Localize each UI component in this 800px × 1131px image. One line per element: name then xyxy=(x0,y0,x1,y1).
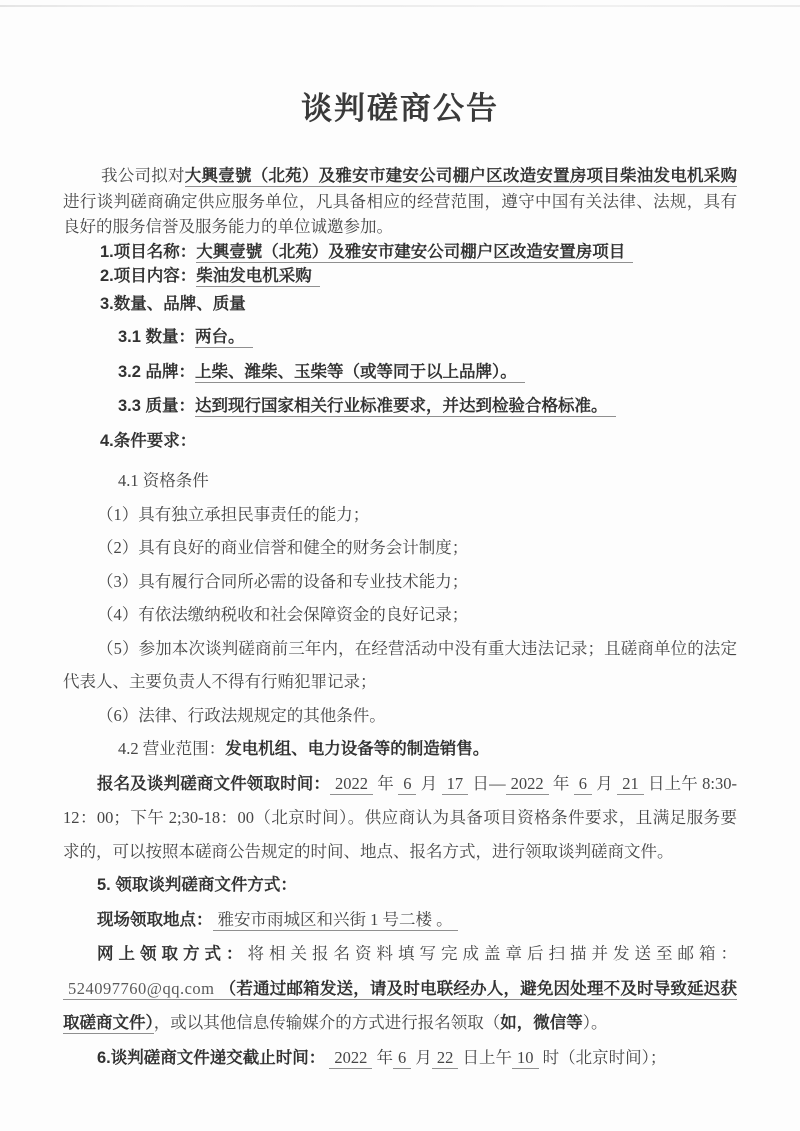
closing-paren-text: ）。 xyxy=(582,1013,608,1032)
intro-suffix: 进行谈判磋商确定供应服务单位，凡具备相应的经营范围，遵守中国有关法律、法规，具有良好的服务信誉及服务能力的单位诚邀参加。 xyxy=(63,192,737,236)
quantity-value: 两台。 xyxy=(195,328,253,348)
business-scope-label: 4.2 营业范围： xyxy=(118,739,226,758)
project-name-line xyxy=(100,240,737,264)
registration-month-word-1: 月 xyxy=(416,773,442,793)
project-name-label: 1.项目名称： xyxy=(100,243,197,261)
scan-artifact-line xyxy=(0,5,800,7)
after-notice-text: ，或以其他信息传输媒介的方式进行报名领取（ xyxy=(153,1013,501,1032)
deadline-day: 22 xyxy=(432,1048,459,1069)
quality-label: 3.3 质量： xyxy=(118,397,196,415)
registration-end-year: 2022 xyxy=(506,774,549,795)
deadline-month-word: 月 xyxy=(411,1047,432,1067)
condition-item-1: （1）具有独立承担民事责任的能力； xyxy=(97,504,370,524)
registration-year-word-2: 年 xyxy=(548,773,574,793)
online-pickup-paragraph xyxy=(63,937,737,1041)
requirements-heading xyxy=(100,424,737,459)
deadline-year: 2022 xyxy=(329,1048,372,1069)
obtain-method-heading-text: 5. 领取谈判磋商文件方式： xyxy=(97,876,297,894)
quantity-line xyxy=(118,320,737,355)
deadline-year-word: 年 xyxy=(372,1047,394,1067)
quantity-label: 3.1 数量： xyxy=(118,328,196,346)
online-pickup-text: 将相关报名资料填写完成盖章后扫描并发送至邮箱： xyxy=(247,944,737,963)
requirements-heading-text: 4.条件要求： xyxy=(100,431,197,450)
business-scope-value: 发电机组、电力设备等的制造销售。 xyxy=(225,740,490,758)
deadline-hour: 10 xyxy=(512,1048,539,1069)
quality-line xyxy=(118,389,737,424)
registration-end-month: 6 xyxy=(574,774,592,795)
project-content-value: 柴油发电机采购 xyxy=(196,267,320,287)
deadline-day-word: 日上午 xyxy=(458,1047,513,1067)
email-notice-bold: （若通过邮箱发送，请及时电联经办人，避免因处理不及时导致延迟获取磋商文件） xyxy=(63,979,737,1032)
deadline-label: 6.谈判磋商文件递交截止时间： xyxy=(97,1048,326,1067)
brand-value: 上柴、潍柴、玉柴等（或等同于以上品牌）。 xyxy=(195,363,525,383)
page-title: 谈判磋商公告 xyxy=(301,91,499,126)
registration-year-word-1: 年 xyxy=(373,773,399,793)
condition-item-5: （5）参加本次谈判磋商前三年内，在经营活动中没有重大违法记录；且磋商单位的法定代表人、主要负责人不得有行贿犯罪记录； xyxy=(63,638,737,691)
registration-time-label: 报名及谈判磋商文件领取时间： xyxy=(97,774,331,793)
condition-item-4: （4）有依法缴纳税收和社会保障资金的良好记录； xyxy=(97,605,469,624)
onsite-pickup-line xyxy=(97,903,737,938)
intro-prefix: 我公司拟对 xyxy=(101,166,185,185)
quality-value: 达到现行国家相关行业标准要求，并达到检验合格标准。 xyxy=(195,397,616,417)
registration-time-tail: 日上午 8:30-12：00；下午 2;30-18：00（北京时间）。供应商认为具备项目资格条件要求，且满足服务要求的，可以按照本磋商公告规定的时间、地点、报名方式，进行领取谈判磋商文件。 xyxy=(63,773,738,861)
registration-day-dash: 日— xyxy=(468,773,506,793)
brand-line xyxy=(118,355,737,390)
brand-label: 3.2 品牌： xyxy=(118,362,196,381)
wechat-bold-text: 如，微信等 xyxy=(500,1014,583,1032)
contact-email: 524097760@qq.com xyxy=(63,979,219,1000)
qualification-heading: 4.1 资格条件 xyxy=(118,471,209,490)
onsite-pickup-label: 现场领取地点： xyxy=(97,910,213,929)
online-pickup-label: 网上领取方式： xyxy=(97,945,248,963)
condition-item-3: （3）具有履行合同所必需的设备和专业技术能力； xyxy=(97,571,469,591)
deadline-line xyxy=(97,1041,737,1076)
business-scope-line xyxy=(118,732,737,767)
project-name-value: 大興壹號（北苑）及雅安市建安公司棚户区改造安置房项目 xyxy=(196,243,633,263)
registration-start-day: 17 xyxy=(442,774,469,795)
spec-heading-text: 3.数量、品牌、质量 xyxy=(100,295,246,313)
registration-end-day: 21 xyxy=(617,774,644,795)
spec-heading xyxy=(100,292,737,316)
project-content-label: 2.项目内容： xyxy=(100,267,197,285)
registration-month-word-2: 月 xyxy=(592,773,618,793)
condition-item-2: （2）具有良好的商业信誉和健全的财务会计制度； xyxy=(97,538,469,557)
obtain-method-heading xyxy=(97,868,737,903)
deadline-tail: 时（北京时间）； xyxy=(538,1047,667,1067)
registration-start-month: 6 xyxy=(398,774,416,795)
intro-paragraph xyxy=(63,163,737,239)
onsite-pickup-address: 雅安市雨城区和兴街 1 号二楼 。 xyxy=(213,910,458,931)
registration-time-paragraph xyxy=(63,767,737,869)
intro-project-name: 大興壹號（北苑）及雅安市建安公司棚户区改造安置房项目柴油发电机采购 xyxy=(184,167,738,185)
condition-item-6: （6）法律、行政法规规定的其他条件。 xyxy=(97,705,386,725)
registration-start-year: 2022 xyxy=(330,774,373,795)
document-body-flow xyxy=(63,320,737,1075)
project-content-line xyxy=(100,264,737,288)
deadline-month: 6 xyxy=(393,1048,411,1069)
